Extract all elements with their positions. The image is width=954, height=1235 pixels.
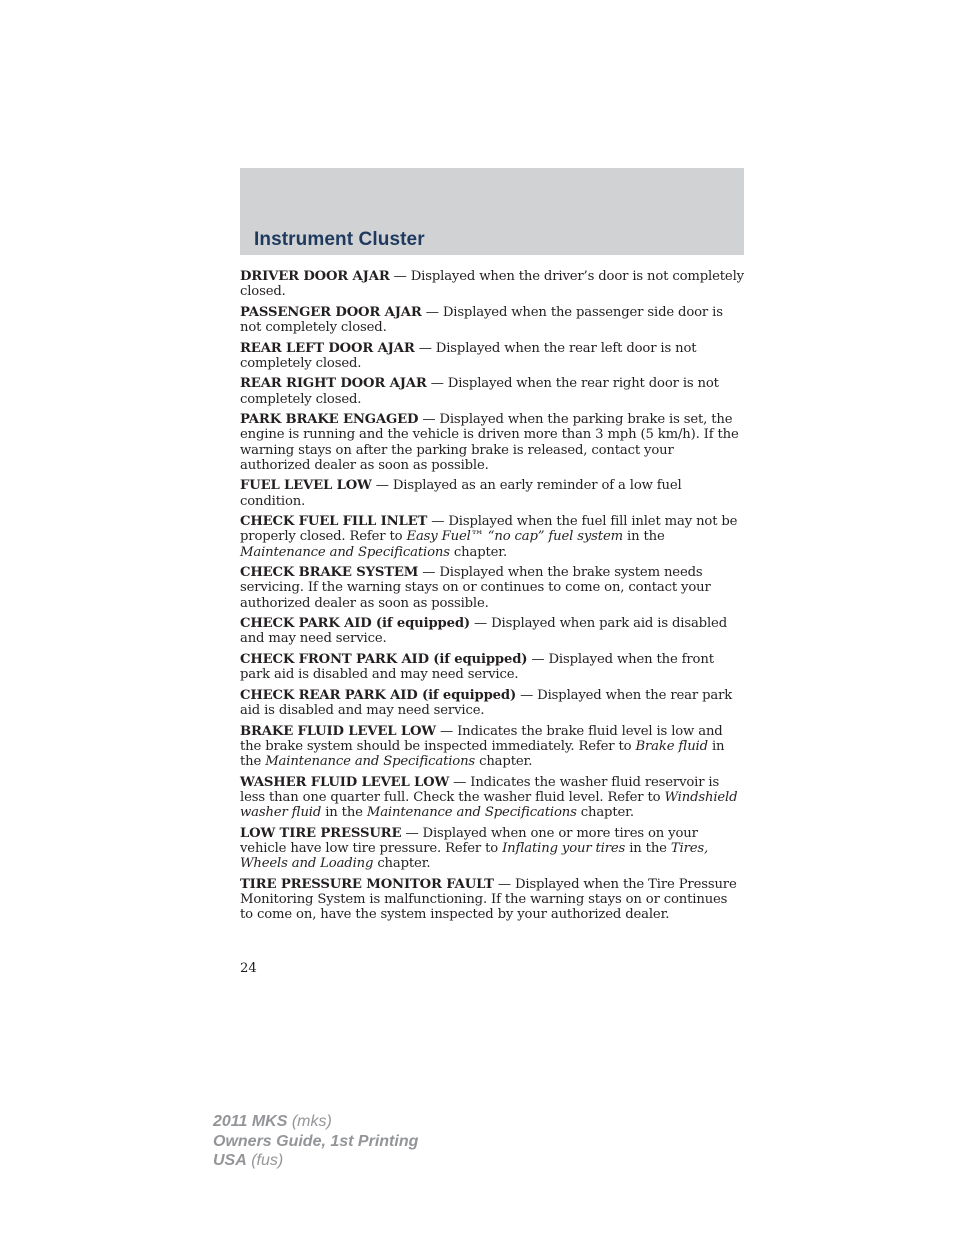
message-description: — Displayed when the driver’s door is not completely closed.: [240, 269, 744, 300]
message-term: PASSENGER DOOR AJAR: [240, 304, 422, 320]
message-description: — Displayed when the rear right door is not completely closed.: [240, 376, 719, 407]
document-footer: [213, 1112, 418, 1171]
message-description: — Displayed when the fuel fill inlet may not be properly closed. Refer to: [240, 514, 738, 545]
message-entry: [240, 565, 744, 611]
message-description: — Displayed when the rear left door is not completely closed.: [240, 340, 697, 371]
message-entry: [240, 514, 744, 560]
message-description: — Displayed when the parking brake is set, the engine is running and the vehicle is driven more than 3 mph (5 km/h). If the warning stays on after the parking brake is released, contact your authorized dealer as soon as possible.: [240, 412, 739, 473]
message-entry: [240, 376, 744, 406]
message-term: PARK BRAKE ENGAGED: [240, 412, 419, 428]
message-description: — Displayed as an early reminder of a low fuel condition.: [240, 478, 682, 509]
section-header-band: [240, 168, 744, 255]
message-description: in the: [622, 529, 665, 545]
message-description: — Indicates the washer fluid reservoir is less than one quarter full. Check the washer fluid level. Refer to: [240, 774, 720, 805]
footer-guide: Owners Guide, 1st Printing: [213, 1132, 419, 1150]
message-term: CHECK FRONT PARK AID (if equipped): [240, 651, 528, 667]
message-description: — Displayed when the front park aid is disabled and may need service.: [240, 651, 714, 683]
message-entry: [240, 269, 744, 299]
message-description: — Displayed when the rear park aid is disabled and may need service.: [240, 687, 733, 718]
message-term: REAR RIGHT DOOR AJAR: [240, 376, 427, 392]
message-term: TIRE PRESSURE MONITOR FAULT: [240, 876, 494, 892]
message-entry: [240, 616, 744, 646]
message-entry: [240, 775, 744, 821]
message-list: [240, 269, 744, 928]
message-term: CHECK REAR PARK AID (if equipped): [240, 687, 517, 703]
footer-market: USA: [213, 1152, 247, 1169]
message-entry: [240, 652, 744, 682]
message-description: — Displayed when the brake system needs servicing. If the warning stays on or continues to come on, contact your authorized dealer as soon as possible.: [240, 565, 711, 611]
cross-reference: Tires, Wheels and Loading: [240, 840, 709, 871]
message-entry: [240, 412, 744, 473]
message-entry: [240, 724, 744, 770]
message-description: chapter.: [449, 544, 508, 560]
message-term: DRIVER DOOR AJAR: [240, 269, 390, 284]
message-term: BRAKE FLUID LEVEL LOW: [240, 723, 436, 739]
cross-reference: Maintenance and Specifications: [240, 544, 450, 560]
message-entry: [240, 877, 744, 923]
cross-reference: Easy Fuel™ “no cap” fuel system: [406, 529, 623, 545]
message-term: WASHER FLUID LEVEL LOW: [240, 774, 450, 790]
message-entry: [240, 305, 744, 335]
message-term: CHECK BRAKE SYSTEM: [240, 565, 419, 581]
message-term: LOW TIRE PRESSURE: [240, 825, 402, 841]
footer-line-model: [213, 1112, 418, 1132]
message-description: — Displayed when the Tire Pressure Monitoring System is malfunctioning. If the warning stays on or continues to come on, have the system inspected by your authorized dealer.: [240, 876, 737, 922]
message-description: in the: [240, 738, 725, 769]
message-term: CHECK FUEL FILL INLET: [240, 514, 428, 530]
footer-market-code: (fus): [246, 1152, 284, 1169]
section-title: Instrument Cluster: [254, 229, 425, 250]
message-description: chapter.: [475, 753, 533, 769]
message-term: REAR LEFT DOOR AJAR: [240, 340, 415, 356]
page-number: 24: [240, 961, 257, 976]
cross-reference: Brake fluid: [635, 738, 708, 754]
footer-model: 2011 MKS: [213, 1113, 288, 1130]
message-entry: [240, 478, 744, 508]
message-term: CHECK PARK AID (if equipped): [240, 616, 470, 632]
message-description: in the: [625, 840, 671, 856]
message-term: FUEL LEVEL LOW: [240, 478, 372, 494]
footer-line-guide: [213, 1132, 418, 1152]
cross-reference: Windshield washer fluid: [240, 789, 738, 820]
cross-reference: Maintenance and Specifications: [366, 804, 577, 820]
footer-line-market: [213, 1151, 418, 1171]
message-description: — Displayed when one or more tires on your vehicle have low tire pressure. Refer to: [240, 825, 698, 856]
message-description: — Displayed when park aid is disabled and may need service.: [240, 616, 727, 647]
message-description: chapter.: [576, 804, 634, 820]
footer-model-code: (mks): [287, 1113, 332, 1130]
cross-reference: Inflating your tires: [502, 840, 626, 856]
message-entry: [240, 688, 744, 718]
message-description: in the: [321, 804, 367, 820]
message-entry: [240, 826, 744, 872]
cross-reference: Maintenance and Specifications: [265, 753, 476, 769]
message-description: — Displayed when the passenger side door is not completely closed.: [240, 304, 723, 335]
message-entry: [240, 341, 744, 371]
message-description: — Indicates the brake fluid level is low and the brake system should be inspected immediately. Refer to: [240, 723, 723, 754]
message-description: chapter.: [373, 855, 431, 871]
